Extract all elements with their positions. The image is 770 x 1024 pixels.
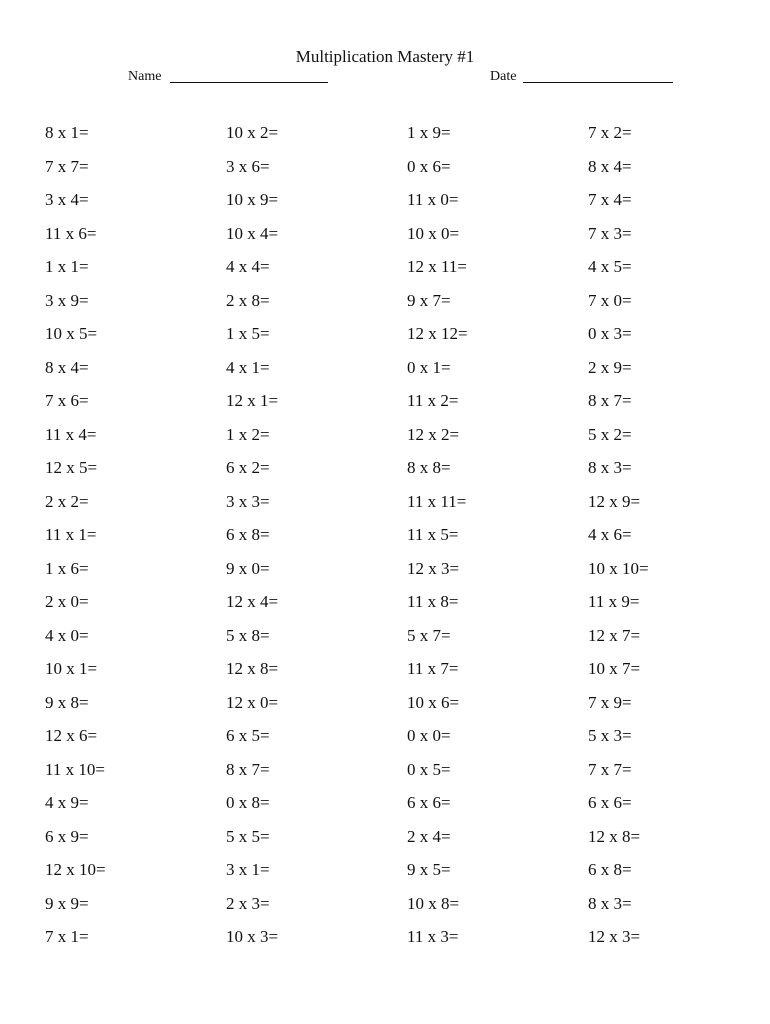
- problem-item: 12 x 0=: [226, 692, 279, 712]
- name-blank-line: [170, 82, 328, 83]
- problem-item: 10 x 3=: [226, 927, 279, 946]
- date-label: Date: [490, 69, 517, 84]
- problem-item: 11 x 6=: [45, 223, 97, 243]
- problem-item: 2 x 2=: [45, 491, 89, 511]
- problem-item: 3 x 6=: [226, 156, 270, 176]
- problem-item: 10 x 0=: [407, 223, 460, 243]
- problem-item: 1 x 6=: [45, 558, 89, 578]
- problem-item: 8 x 3=: [588, 893, 632, 913]
- problem-item: 8 x 3=: [588, 458, 632, 477]
- problem-item: 12 x 6=: [45, 726, 98, 745]
- problem-item: 12 x 3=: [407, 558, 460, 578]
- problem-item: 4 x 4=: [226, 257, 270, 276]
- date-blank-line: [523, 82, 673, 83]
- problem-item: 6 x 5=: [226, 726, 270, 745]
- problem-item: 2 x 9=: [588, 357, 632, 377]
- problem-item: 2 x 8=: [226, 290, 270, 310]
- problem-item: 5 x 5=: [226, 826, 270, 846]
- problem-item: 0 x 3=: [588, 324, 632, 343]
- problem-item: 9 x 8=: [45, 692, 89, 712]
- problem-item: 1 x 5=: [226, 324, 270, 343]
- problem-item: 8 x 4=: [45, 357, 89, 377]
- problem-item: 12 x 8=: [588, 826, 641, 846]
- problem-item: 12 x 2=: [407, 424, 460, 444]
- problem-item: 4 x 0=: [45, 625, 89, 645]
- problem-item: 8 x 7=: [588, 391, 632, 410]
- problem-item: 3 x 3=: [226, 491, 270, 511]
- problem-item: 7 x 4=: [588, 190, 632, 209]
- problem-item: 11 x 0=: [407, 190, 459, 209]
- problem-item: 5 x 3=: [588, 726, 632, 745]
- problem-item: 11 x 2=: [407, 391, 459, 410]
- problem-item: 7 x 3=: [588, 223, 632, 243]
- problem-item: 7 x 7=: [588, 759, 632, 779]
- problem-item: 8 x 7=: [226, 759, 270, 779]
- problem-item: 11 x 10=: [45, 759, 105, 779]
- problem-item: 5 x 8=: [226, 625, 270, 645]
- problem-item: 7 x 6=: [45, 391, 89, 410]
- problem-item: 12 x 7=: [588, 625, 641, 645]
- problem-item: 6 x 8=: [226, 525, 270, 544]
- problem-item: 12 x 5=: [45, 458, 98, 477]
- problem-item: 12 x 1=: [226, 391, 279, 410]
- problem-item: 11 x 3=: [407, 927, 459, 946]
- problem-item: 0 x 1=: [407, 357, 451, 377]
- problem-item: 7 x 1=: [45, 927, 89, 946]
- problem-item: 7 x 9=: [588, 692, 632, 712]
- problem-item: 1 x 2=: [226, 424, 270, 444]
- problem-item: 8 x 1=: [45, 123, 89, 142]
- problem-item: 8 x 8=: [407, 458, 451, 477]
- problem-item: 0 x 6=: [407, 156, 451, 176]
- problem-item: 12 x 9=: [588, 491, 641, 511]
- problem-item: 12 x 8=: [226, 659, 279, 678]
- problem-item: 9 x 9=: [45, 893, 89, 913]
- problem-item: 9 x 0=: [226, 558, 270, 578]
- problem-item: 6 x 8=: [588, 860, 632, 879]
- problem-item: 11 x 8=: [407, 592, 459, 611]
- problem-item: 11 x 1=: [45, 525, 97, 544]
- problem-item: 6 x 6=: [407, 793, 451, 812]
- problem-item: 3 x 9=: [45, 290, 89, 310]
- name-label: Name: [128, 69, 162, 84]
- problem-item: 7 x 2=: [588, 123, 632, 142]
- problem-item: 12 x 12=: [407, 324, 468, 343]
- problem-item: 10 x 5=: [45, 324, 98, 343]
- problem-grid: [45, 116, 745, 954]
- problem-item: 12 x 10=: [45, 860, 106, 879]
- problem-item: 9 x 5=: [407, 860, 451, 879]
- problem-item: 7 x 7=: [45, 156, 89, 176]
- problem-item: 11 x 7=: [407, 659, 459, 678]
- problem-item: 10 x 1=: [45, 659, 98, 678]
- problem-item: 2 x 3=: [226, 893, 270, 913]
- problem-item: 6 x 2=: [226, 458, 270, 477]
- problem-item: 4 x 1=: [226, 357, 270, 377]
- problem-item: 6 x 6=: [588, 793, 632, 812]
- problem-item: 0 x 8=: [226, 793, 270, 812]
- problem-item: 12 x 3=: [588, 927, 641, 946]
- problem-item: 2 x 0=: [45, 592, 89, 611]
- problem-item: 10 x 8=: [407, 893, 460, 913]
- problem-item: 10 x 2=: [226, 123, 279, 142]
- problem-item: 1 x 1=: [45, 257, 89, 276]
- problem-item: 2 x 4=: [407, 826, 451, 846]
- problem-item: 11 x 5=: [407, 525, 459, 544]
- problem-item: 5 x 7=: [407, 625, 451, 645]
- problem-item: 4 x 5=: [588, 257, 632, 276]
- problem-item: 10 x 9=: [226, 190, 279, 209]
- problem-item: 10 x 10=: [588, 558, 649, 578]
- problem-item: 0 x 0=: [407, 726, 451, 745]
- problem-item: 12 x 11=: [407, 257, 467, 276]
- problem-item: 10 x 6=: [407, 692, 460, 712]
- problem-item: 8 x 4=: [588, 156, 632, 176]
- problem-item: 10 x 7=: [588, 659, 641, 678]
- problem-item: 11 x 9=: [588, 592, 640, 611]
- problem-item: 3 x 4=: [45, 190, 89, 209]
- problem-item: 5 x 2=: [588, 424, 632, 444]
- problem-item: 4 x 6=: [588, 525, 632, 544]
- problem-item: 6 x 9=: [45, 826, 89, 846]
- problem-item: 9 x 7=: [407, 290, 451, 310]
- problem-item: 3 x 1=: [226, 860, 270, 879]
- problem-item: 10 x 4=: [226, 223, 279, 243]
- problem-item: 4 x 9=: [45, 793, 89, 812]
- problem-item: 12 x 4=: [226, 592, 279, 611]
- problem-item: 1 x 9=: [407, 123, 451, 142]
- problem-item: 11 x 11=: [407, 491, 467, 511]
- page-title: Multiplication Mastery #1: [295, 47, 475, 66]
- problem-item: 0 x 5=: [407, 759, 451, 779]
- problem-item: 11 x 4=: [45, 424, 97, 444]
- problem-item: 7 x 0=: [588, 290, 632, 310]
